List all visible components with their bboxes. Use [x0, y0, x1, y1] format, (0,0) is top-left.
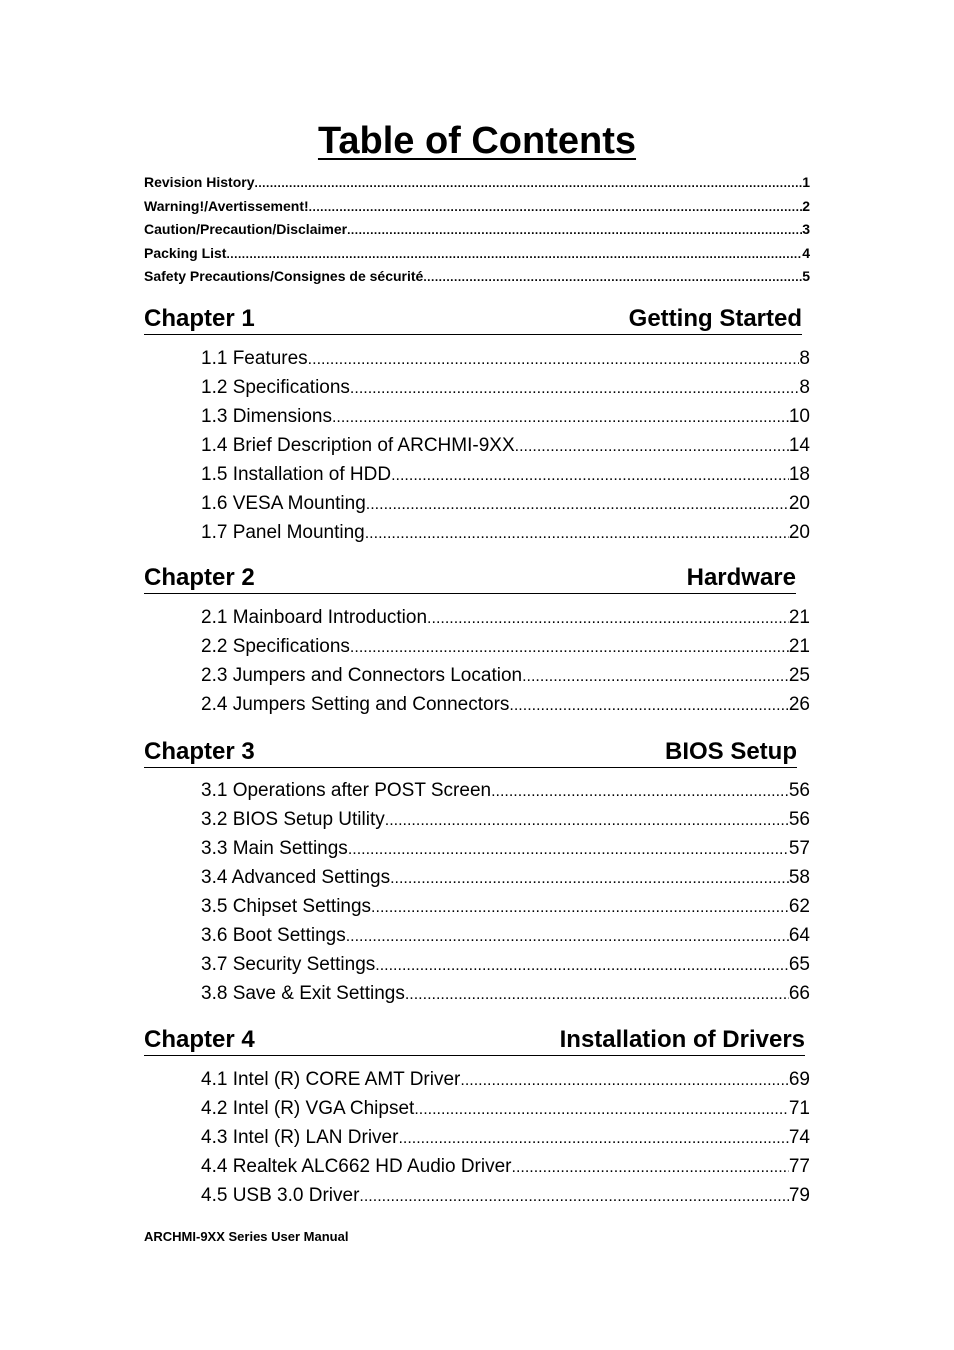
entry-label: 3.5 Chipset Settings — [201, 896, 372, 917]
chapter-2-heading[interactable] — [144, 563, 796, 594]
toc-entry[interactable] — [201, 464, 810, 493]
toc-entry[interactable] — [201, 1185, 810, 1214]
entry-page: 56 — [788, 809, 810, 830]
chapter-number: Chapter 1 — [144, 305, 255, 332]
page-title — [0, 120, 954, 163]
entry-page: 21 — [788, 636, 810, 657]
front-matter-item[interactable] — [144, 268, 810, 292]
toc-entry[interactable] — [201, 1127, 810, 1156]
front-matter-page: 1 — [802, 174, 810, 190]
dot-leader — [512, 1159, 789, 1177]
dot-leader — [522, 668, 789, 686]
toc-entry[interactable] — [201, 780, 810, 809]
entry-page: 77 — [788, 1156, 810, 1177]
toc-entry[interactable] — [201, 1156, 810, 1185]
chapter-title: Installation of Drivers — [559, 1026, 805, 1053]
front-matter-label: Safety Precautions/Consignes de sécurité — [144, 268, 424, 284]
toc-entry[interactable] — [201, 1098, 810, 1127]
dot-leader — [350, 380, 800, 398]
entry-label: 2.3 Jumpers and Connectors Location — [201, 665, 523, 686]
entry-label: 4.2 Intel (R) VGA Chipset — [201, 1098, 415, 1119]
entry-label: 3.4 Advanced Settings — [201, 867, 391, 888]
dot-leader — [226, 247, 802, 261]
entry-label: 4.5 USB 3.0 Driver — [201, 1185, 360, 1206]
entry-page: 69 — [788, 1069, 810, 1090]
toc-entry[interactable] — [201, 435, 810, 464]
chapter-number: Chapter 2 — [144, 564, 255, 591]
entry-page: 79 — [788, 1185, 810, 1206]
dot-leader — [509, 697, 788, 715]
dot-leader — [390, 870, 789, 888]
toc-entry[interactable] — [201, 406, 810, 435]
entry-page: 64 — [788, 925, 810, 946]
dot-leader — [308, 351, 800, 369]
dot-leader — [460, 1072, 788, 1090]
front-matter-label: Revision History — [144, 174, 255, 190]
entry-label: 4.1 Intel (R) CORE AMT Driver — [201, 1069, 461, 1090]
page-footer: ARCHMI-9XX Series User Manual — [144, 1229, 349, 1244]
dot-leader — [254, 176, 802, 190]
toc-entry[interactable] — [201, 809, 810, 838]
dot-leader — [515, 438, 789, 456]
dot-leader — [332, 409, 789, 427]
entry-label: 1.6 VESA Mounting — [201, 493, 366, 514]
entry-page: 74 — [788, 1127, 810, 1148]
front-matter-item[interactable] — [144, 198, 810, 222]
front-matter-item[interactable] — [144, 245, 810, 269]
entry-label: 1.2 Specifications — [201, 377, 350, 398]
dot-leader — [347, 223, 802, 237]
chapter-3-entries — [201, 780, 810, 1012]
dot-leader — [365, 525, 789, 543]
entry-label: 2.1 Mainboard Introduction — [201, 607, 428, 628]
entry-page: 18 — [788, 464, 810, 485]
entry-label: 1.5 Installation of HDD — [201, 464, 392, 485]
front-matter-page: 5 — [802, 268, 810, 284]
entry-label: 4.3 Intel (R) LAN Driver — [201, 1127, 399, 1148]
chapter-1-entries — [201, 348, 810, 551]
toc-entry[interactable] — [201, 665, 810, 694]
entry-label: 3.7 Security Settings — [201, 954, 376, 975]
chapter-4-entries — [201, 1069, 810, 1214]
toc-entry[interactable] — [201, 636, 810, 665]
dot-leader — [423, 270, 802, 284]
toc-entry[interactable] — [201, 377, 810, 406]
dot-leader — [359, 1188, 788, 1206]
front-matter-label: Warning!/Avertissement! — [144, 197, 309, 214]
chapter-title: BIOS Setup — [664, 738, 797, 765]
entry-label: 1.3 Dimensions — [201, 406, 332, 427]
front-matter-label: Caution/Precaution/Disclaimer — [144, 221, 348, 237]
entry-page: 26 — [788, 694, 810, 715]
dot-leader — [309, 200, 803, 214]
chapter-title: Hardware — [686, 564, 796, 591]
dot-leader — [371, 899, 789, 917]
toc-entry[interactable] — [201, 1069, 810, 1098]
toc-entry[interactable] — [201, 867, 810, 896]
dot-leader — [398, 1130, 788, 1148]
dot-leader — [375, 957, 789, 975]
entry-page: 57 — [788, 838, 810, 859]
dot-leader — [391, 467, 789, 485]
entry-page: 14 — [788, 435, 810, 456]
chapter-number: Chapter 3 — [144, 738, 255, 765]
chapter-number: Chapter 4 — [144, 1026, 255, 1053]
entry-page: 56 — [788, 780, 810, 801]
toc-entry[interactable] — [201, 522, 810, 551]
entry-page: 58 — [788, 867, 810, 888]
dot-leader — [405, 986, 789, 1004]
entry-label: 1.4 Brief Description of ARCHMI-9XX — [201, 435, 515, 456]
front-matter-label: Packing List — [144, 244, 227, 261]
front-matter-page: 4 — [802, 244, 810, 261]
toc-entry[interactable] — [201, 896, 810, 925]
entry-page: 71 — [788, 1098, 810, 1119]
entry-label: 2.2 Specifications — [201, 636, 350, 657]
entry-label: 3.3 Main Settings — [201, 838, 348, 859]
entry-page: 20 — [788, 493, 810, 514]
dot-leader — [350, 639, 789, 657]
entry-label: 1.1 Features — [201, 348, 308, 369]
entry-label: 3.6 Boot Settings — [201, 925, 346, 946]
dot-leader — [366, 496, 789, 514]
front-matter-item[interactable] — [144, 174, 810, 198]
toc-entry[interactable] — [201, 954, 810, 983]
toc-entry[interactable] — [201, 348, 810, 377]
entry-page: 8 — [799, 348, 810, 369]
chapter-2-entries — [201, 607, 810, 723]
entry-page: 10 — [788, 406, 810, 427]
entry-page: 20 — [788, 522, 810, 543]
entry-label: 1.7 Panel Mounting — [201, 522, 365, 543]
dot-leader — [414, 1101, 789, 1119]
toc-entry[interactable] — [201, 925, 810, 954]
dot-leader — [427, 610, 789, 628]
toc-entry[interactable] — [201, 607, 810, 636]
chapter-title: Getting Started — [628, 305, 802, 332]
toc-entry[interactable] — [201, 838, 810, 867]
entry-label: 3.8 Save & Exit Settings — [201, 983, 405, 1004]
toc-entry[interactable] — [201, 983, 810, 1012]
dot-leader — [385, 812, 789, 830]
entry-page: 65 — [788, 954, 810, 975]
chapter-1-heading[interactable] — [144, 304, 802, 335]
entry-page: 25 — [788, 665, 810, 686]
entry-page: 21 — [788, 607, 810, 628]
front-matter-page: 3 — [802, 221, 810, 237]
entry-label: 2.4 Jumpers Setting and Connectors — [201, 694, 510, 715]
entry-label: 3.2 BIOS Setup Utility — [201, 809, 385, 830]
front-matter-page: 2 — [802, 197, 810, 214]
dot-leader — [491, 783, 789, 801]
chapter-3-heading[interactable] — [144, 737, 797, 768]
front-matter-list — [144, 174, 810, 292]
entry-label: 3.1 Operations after POST Screen — [201, 780, 492, 801]
dot-leader — [346, 928, 789, 946]
chapter-4-heading[interactable] — [144, 1025, 805, 1056]
entry-page: 66 — [788, 983, 810, 1004]
toc-entry[interactable] — [201, 694, 810, 723]
entry-label: 4.4 Realtek ALC662 HD Audio Driver — [201, 1156, 512, 1177]
dot-leader — [348, 841, 789, 859]
front-matter-item[interactable] — [144, 221, 810, 245]
page-title-text: Table of Contents — [317, 120, 637, 162]
entry-page: 62 — [788, 896, 810, 917]
toc-entry[interactable] — [201, 493, 810, 522]
entry-page: 8 — [799, 377, 810, 398]
